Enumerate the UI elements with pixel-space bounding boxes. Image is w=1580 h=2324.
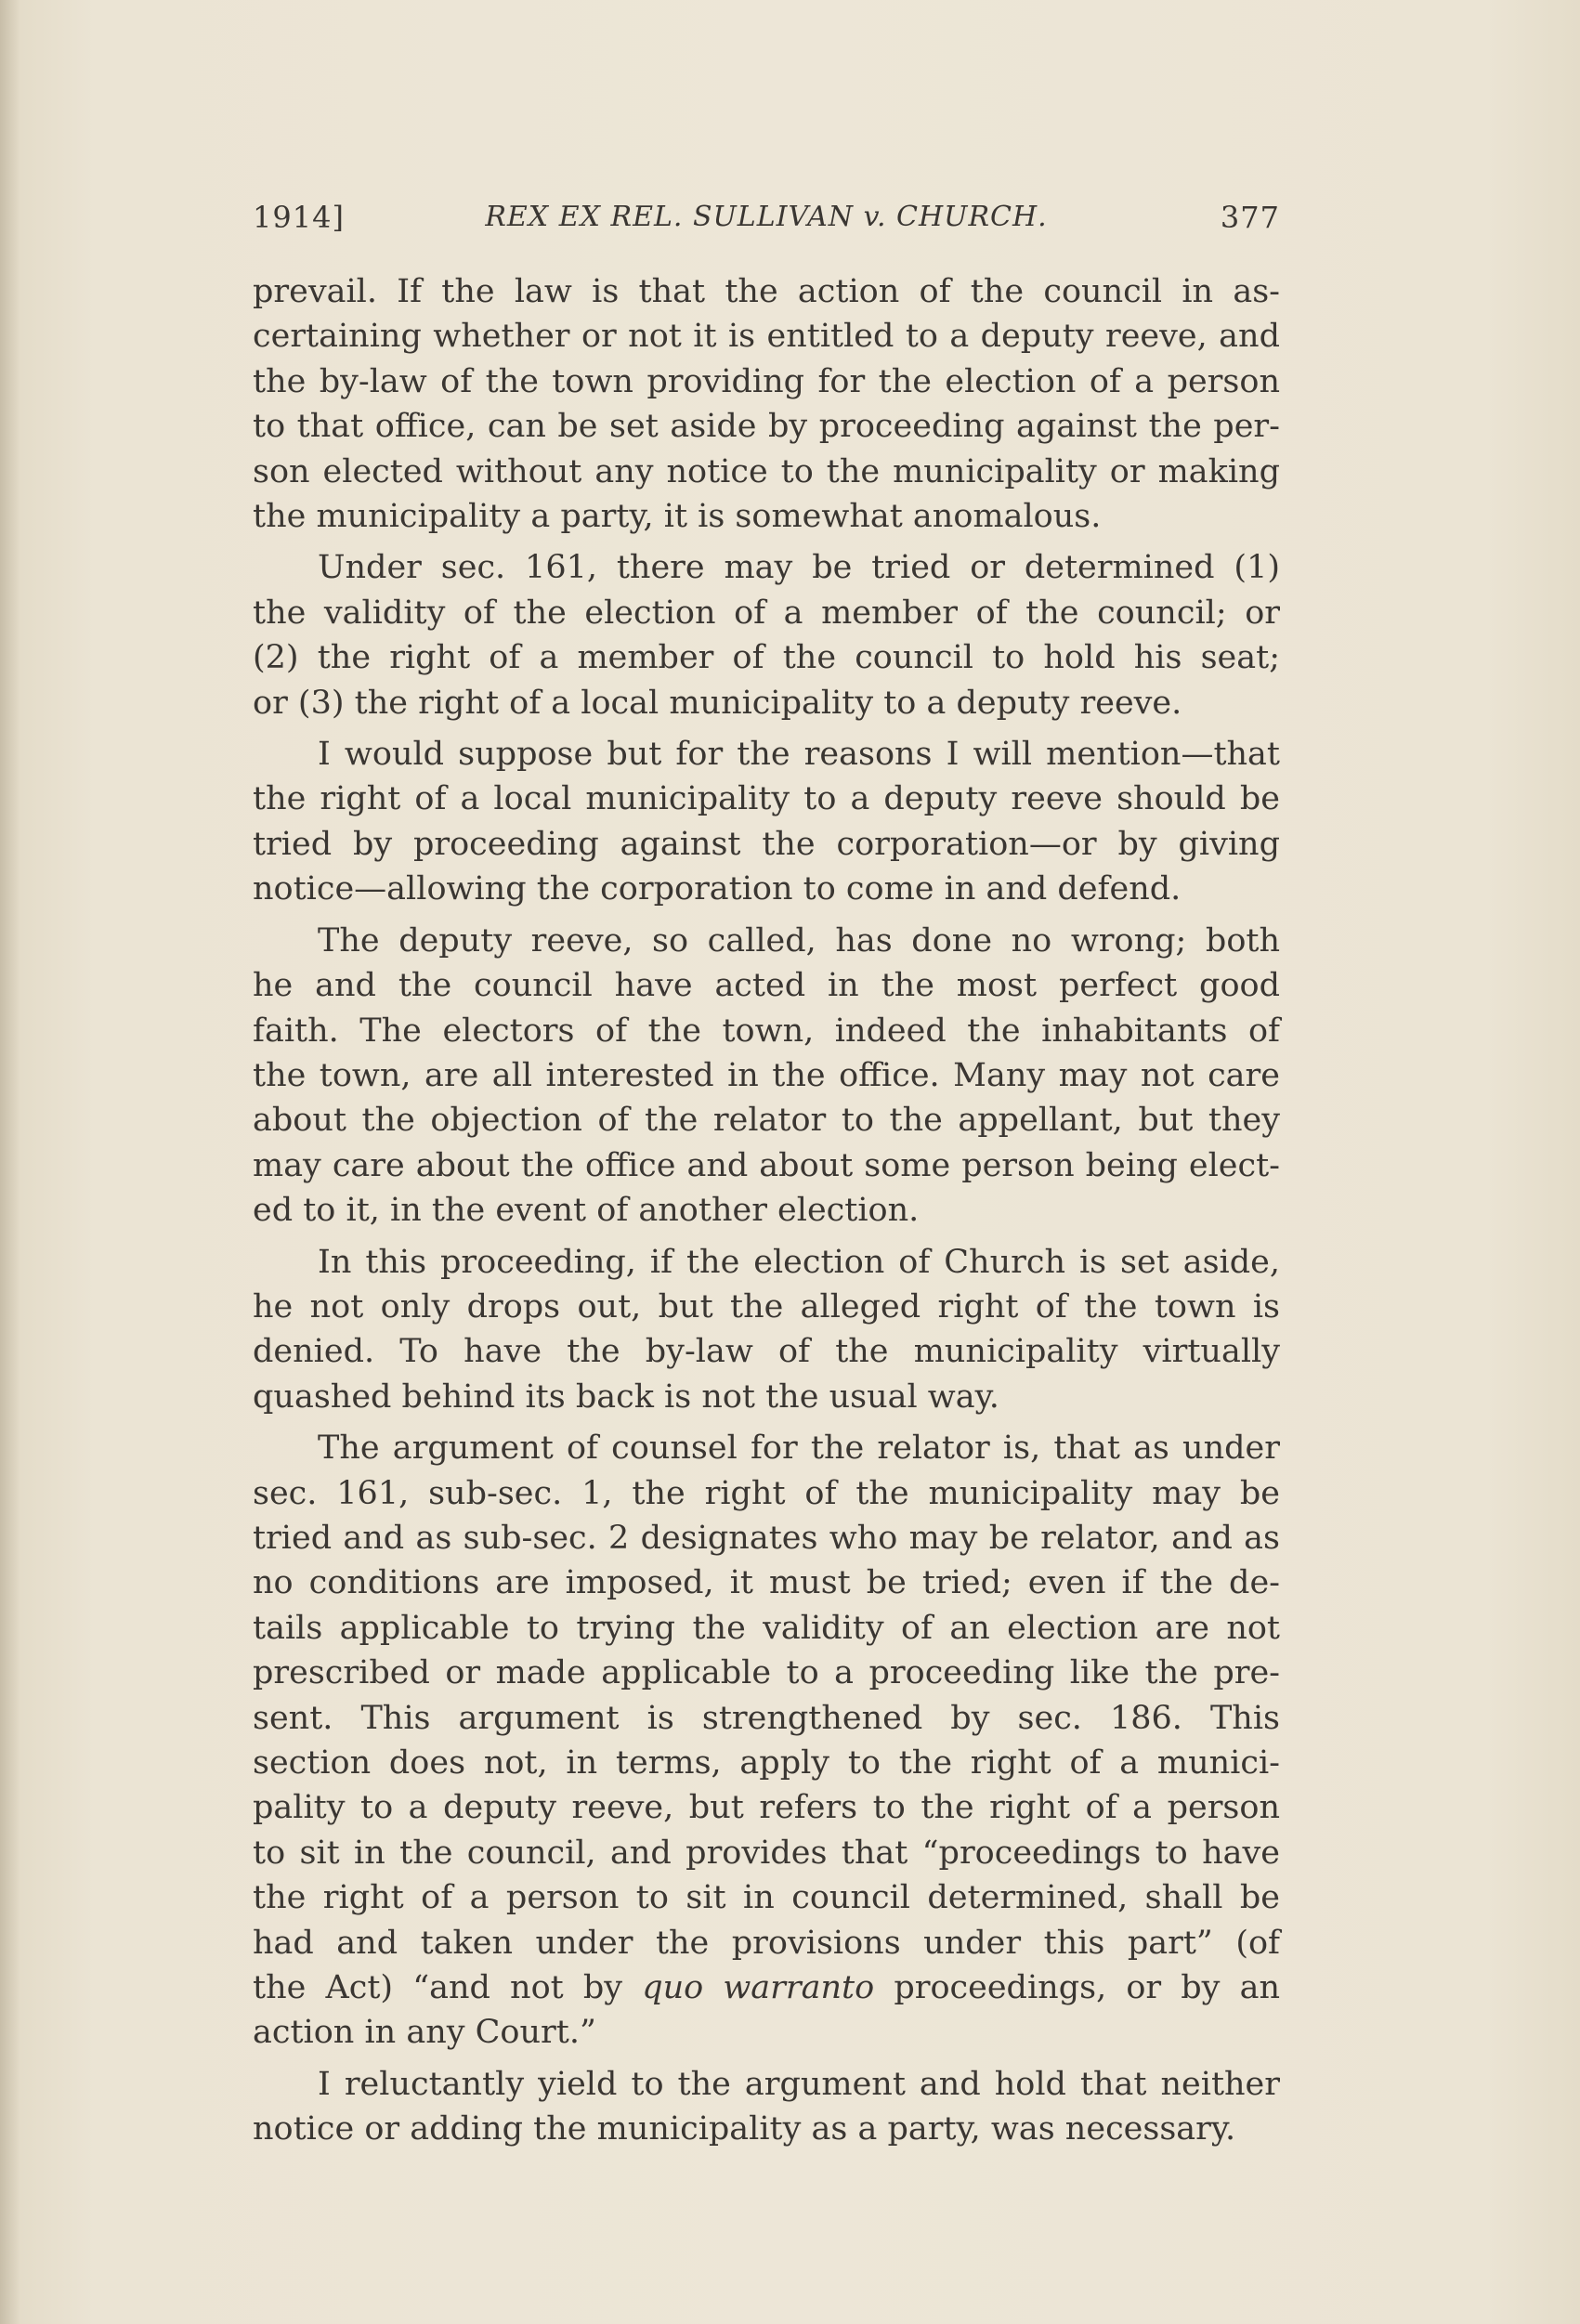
text-line: no conditions are imposed, it must be tried; even if the de- xyxy=(253,1564,1280,1602)
text-line: The argument of counsel for the relator is, that as under xyxy=(318,1430,1280,1468)
text-line: about the objection of the relator to the appellant, but they xyxy=(253,1102,1280,1140)
paragraph-1 xyxy=(253,269,1280,539)
page-number: 377 xyxy=(1220,200,1280,235)
text-line: to sit in the council, and provides that “proceedings to have xyxy=(253,1834,1280,1872)
text-line: the town, are all interested in the office. Many may not care xyxy=(253,1056,1280,1094)
running-head-year: 1914] xyxy=(253,200,345,235)
body-text xyxy=(253,269,1280,2159)
text-line: sec. 161, sub-sec. 1, the right of the municipality may be xyxy=(253,1474,1280,1512)
text-line: I reluctantly yield to the argument and hold that neither xyxy=(318,2065,1280,2103)
text-line: I would suppose but for the reasons I will mention—that xyxy=(318,736,1280,774)
italic-phrase: quo warranto xyxy=(642,1969,875,2007)
text-line: he not only drops out, but the alleged right of the town is xyxy=(253,1287,1280,1325)
text-line: tried by proceeding against the corporation—or by giving xyxy=(253,825,1280,863)
text-line: (2) the right of a member of the council to hold his seat; xyxy=(253,639,1280,677)
text-line: the right of a person to sit in council determined, shall be xyxy=(253,1879,1280,1917)
text-segment: proceedings, or by an xyxy=(874,1969,1281,2007)
text-line: sent. This argument is strengthened by sec. 186. This xyxy=(253,1699,1280,1737)
text-line: the municipality a party, it is somewhat anomalous. xyxy=(253,498,1102,536)
text-line: section does not, in terms, apply to the right of a munici- xyxy=(253,1744,1280,1782)
text-line: tails applicable to trying the validity of an election are not xyxy=(253,1609,1280,1647)
text-line: action in any Court.” xyxy=(253,2014,596,2052)
text-line: pality to a deputy reeve, but refers to the right of a person xyxy=(253,1789,1280,1827)
text-line: may care about the office and about some person being elect- xyxy=(253,1146,1280,1184)
text-line: to that office, can be set aside by proceeding against the per- xyxy=(253,408,1280,446)
text-line: faith. The electors of the town, indeed the inhabitants of xyxy=(253,1012,1280,1050)
paragraph-2 xyxy=(253,545,1280,725)
page-gutter-shadow xyxy=(0,0,20,2324)
text-line: son elected without any notice to the municipality or making xyxy=(253,452,1280,490)
paragraph-5 xyxy=(253,1240,1280,1420)
text-line: notice or adding the municipality as a party, was necessary. xyxy=(253,2110,1236,2148)
text-line: Under sec. 161, there may be tried or determined (1) xyxy=(318,549,1280,587)
paragraph-4 xyxy=(253,919,1280,1234)
text-line: had and taken under the provisions under this part” (of xyxy=(253,1924,1280,1962)
paragraph-6 xyxy=(253,1426,1280,2056)
text-line: prescribed or made applicable to a proceeding like the pre- xyxy=(253,1654,1280,1692)
text-line: certaining whether or not it is entitled to a deputy reeve, and xyxy=(253,318,1280,356)
paragraph-7 xyxy=(253,2062,1280,2152)
text-line: denied. To have the by-law of the municipality virtually xyxy=(253,1333,1280,1371)
text-line: The deputy reeve, so called, has done no wrong; both xyxy=(318,921,1280,960)
running-head-case-title: REX EX REL. SULLIVAN v. CHURCH. xyxy=(485,201,1048,233)
text-line: In this proceeding, if the election of Church is set aside, xyxy=(318,1243,1280,1281)
text-line: ed to it, in the event of another election. xyxy=(253,1192,920,1230)
text-segment: the Act) “and not by xyxy=(253,1969,643,2007)
text-line: the right of a local municipality to a deputy reeve should be xyxy=(253,780,1280,818)
text-line: the by-law of the town providing for the election of a person xyxy=(253,362,1280,400)
text-line: tried and as sub-sec. 2 designates who may be relator, and as xyxy=(253,1519,1280,1557)
text-line: notice—allowing the corporation to come in and defend. xyxy=(253,870,1182,908)
paragraph-3 xyxy=(253,732,1280,912)
text-line: prevail. If the law is that the action of the council in as- xyxy=(253,273,1280,310)
text-line-with-italic xyxy=(253,1965,1280,2010)
running-head xyxy=(253,193,1280,242)
text-line: he and the council have acted in the most perfect good xyxy=(253,967,1280,1005)
text-line: or (3) the right of a local municipality to a deputy reeve. xyxy=(253,684,1182,722)
text-line: the validity of the election of a member of the council; or xyxy=(253,594,1280,632)
text-line: quashed behind its back is not the usual way. xyxy=(253,1377,999,1416)
